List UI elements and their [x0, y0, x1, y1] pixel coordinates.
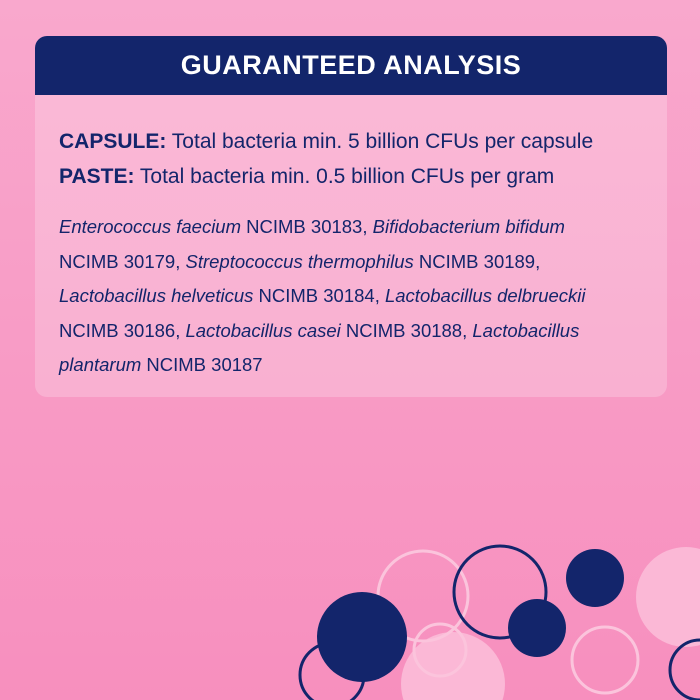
- strain-list: [59, 210, 643, 383]
- decor-circle: [636, 547, 700, 647]
- strain-code: NCIMB 30187: [141, 354, 263, 375]
- strain-name: Enterococcus faecium: [59, 216, 242, 237]
- decor-circle: [508, 599, 566, 657]
- strain-code: NCIMB 30186,: [59, 319, 186, 341]
- strain-code: NCIMB 30188,: [340, 319, 473, 341]
- strain-name: Lactobacillus delbrueckii: [384, 285, 586, 306]
- capsule-text: Total bacteria min. 5 billion CFUs per capsule: [166, 130, 594, 153]
- capsule-label: CAPSULE:: [59, 130, 167, 153]
- strain-code: NCIMB 30183,: [241, 216, 373, 237]
- paste-line: [59, 159, 643, 194]
- decor-circle: [414, 624, 466, 676]
- strain-code: NCIMB 30179,: [59, 250, 186, 272]
- decor-circle: [670, 640, 700, 700]
- decor-circle: [317, 592, 407, 682]
- card-body: [35, 95, 667, 383]
- strain-name: Lactobacillus helveticus: [59, 285, 254, 306]
- strain-code: NCIMB 30184,: [253, 285, 385, 306]
- decor-circle: [572, 627, 638, 693]
- guaranteed-analysis-card: [35, 36, 667, 397]
- decor-circle: [378, 551, 468, 641]
- decor-circle: [454, 546, 546, 638]
- strain-name: Bifidobacterium bifidum: [372, 216, 565, 237]
- decor-circle: [566, 549, 624, 607]
- strain-name: Lactobacillus casei: [185, 319, 341, 341]
- capsule-line: [59, 124, 643, 159]
- decor-circle: [401, 632, 505, 700]
- strain-code: NCIMB 30189,: [413, 250, 541, 272]
- paste-label: PASTE:: [59, 165, 135, 188]
- decor-circle: [300, 643, 364, 700]
- card-title: GUARANTEED ANALYSIS: [35, 36, 667, 95]
- strain-name: Streptococcus thermophilus: [185, 250, 414, 272]
- paste-text: Total bacteria min. 0.5 billion CFUs per gram: [134, 165, 555, 188]
- strain-name: Lactobacillus plantarum: [59, 319, 580, 375]
